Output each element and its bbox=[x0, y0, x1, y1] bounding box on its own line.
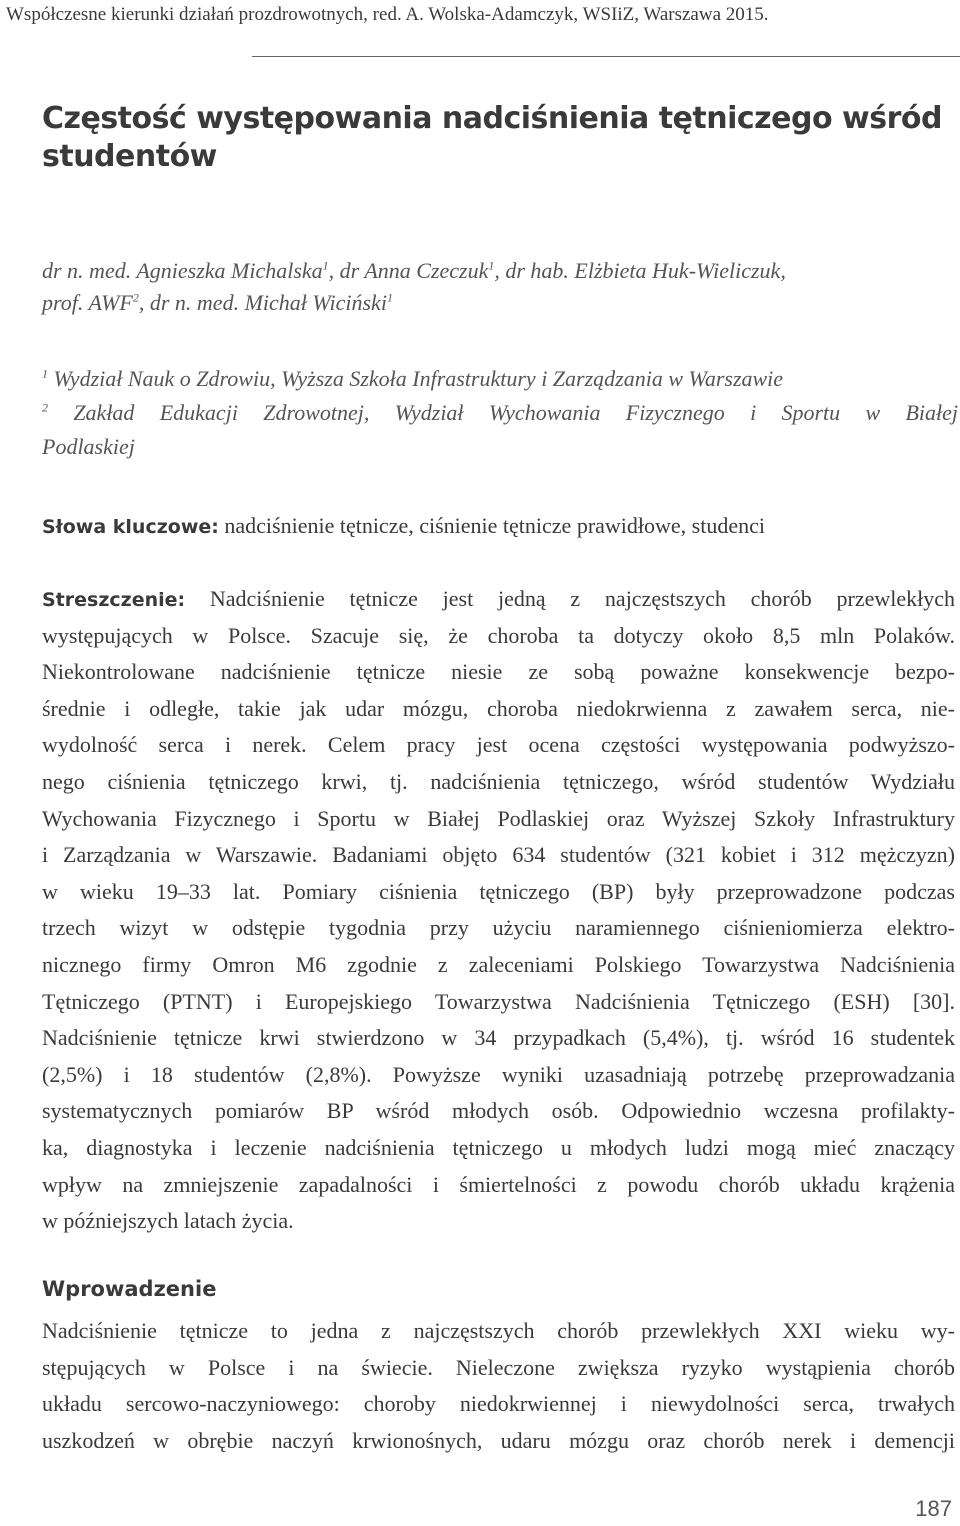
author-name: , dr hab. Elżbieta Huk-Wieliczuk, bbox=[494, 258, 786, 283]
keywords-label: Słowa kluczowe: bbox=[42, 516, 219, 538]
abstract-line bbox=[42, 581, 955, 618]
abstract-line: Tętniczego (PTNT) i Europejskiego Towarzystwa Nadciśnienia Tętniczego (ESH) [30]. bbox=[42, 988, 955, 1014]
author-name: dr n. med. Agnieszka Michalska bbox=[42, 258, 323, 283]
affiliation-2-continuation: Podlaskiej bbox=[42, 434, 135, 459]
abstract-line: ka, diagnostyka i leczenie nadciśnienia tętniczego u młodych ludzi mogą mieć znaczący bbox=[42, 1134, 955, 1160]
introduction-line: układu sercowo-naczyniowego: choroby niedokrwiennej i niewydolności serca, trwałych bbox=[42, 1391, 955, 1417]
keywords-text: nadciśnienie tętnicze, ciśnienie tętnicze prawidłowe, studenci bbox=[218, 513, 765, 538]
abstract-line: systematycznych pomiarów BP wśród młodych osób. Odpowiednio wczesna profilakty- bbox=[42, 1098, 955, 1124]
affiliation-marker: 1 bbox=[42, 366, 48, 381]
affiliation-text: Zakład Edukacji Zdrowotnej, Wydział Wychowania Fizycznego i Sportu w Białej bbox=[73, 400, 958, 425]
abstract-line: Niekontrolowane nadciśnienie tętnicze niesie ze sobą poważne konsekwencje bezpo- bbox=[42, 659, 955, 685]
author-affiliation-marker: 2 bbox=[132, 290, 139, 305]
introduction-heading: Wprowadzenie bbox=[42, 1277, 217, 1301]
affiliation-marker: 2 bbox=[42, 400, 48, 415]
abstract-line: Nadciśnienie tętnicze krwi stwierdzono w 34 przypadkach (5,4%), tj. wśród 16 studentek bbox=[42, 1025, 955, 1051]
affiliation-1 bbox=[42, 362, 958, 396]
page-number: 187 bbox=[915, 1496, 952, 1521]
introduction-body bbox=[42, 1313, 955, 1459]
affiliation-text: Wydział Nauk o Zdrowiu, Wyższa Szkoła Infrastruktury i Zarządzania w Warszawie bbox=[53, 366, 784, 391]
abstract-line: wydolność serca i nerek. Celem pracy jest ocena częstości występowania podwyższo- bbox=[42, 732, 955, 758]
introduction-line: uszkodzeń w obrębie naczyń krwionośnych, udaru mózgu oraz chorób nerek i demencji bbox=[42, 1427, 955, 1453]
running-header: Współczesne kierunki działań prozdrowotnych, red. A. Wolska-Adamczyk, WSIiZ, Warszawa 2015. bbox=[6, 4, 769, 25]
title-line: studentów bbox=[42, 139, 217, 174]
abstract-line: (2,5%) i 18 studentów (2,8%). Powyższe wyniki uzasadniają potrzebę przeprowadzania bbox=[42, 1061, 955, 1087]
abstract-line: nego ciśnienia tętniczego krwi, tj. nadciśnienia tętniczego, wśród studentów Wydziału bbox=[42, 768, 955, 794]
author-affiliation-marker: 1 bbox=[322, 258, 329, 273]
abstract bbox=[42, 581, 955, 1240]
abstract-line: wpływ na zmniejszenie zapadalności i śmiertelności z powodu chorób układu krążenia bbox=[42, 1171, 955, 1197]
introduction-line: stępujących w Polsce i na świecie. Nieleczone zwiększa ryzyko wystąpienia chorób bbox=[42, 1354, 955, 1380]
keywords bbox=[42, 509, 765, 544]
abstract-line: w późniejszych latach życia. bbox=[42, 1208, 294, 1234]
abstract-label: Streszczenie: bbox=[42, 589, 186, 611]
abstract-line: średnie i odległe, takie jak udar mózgu, choroba niedokrwienna z zawałem serca, nie- bbox=[42, 695, 955, 721]
abstract-line: występujących w Polsce. Szacuje się, że choroba ta dotyczy około 8,5 mln Polaków. bbox=[42, 622, 955, 648]
abstract-line: trzech wizyt w odstępie tygodnia przy użyciu naramiennego ciśnieniomierza elektro- bbox=[42, 915, 955, 941]
article-title bbox=[42, 100, 942, 176]
author-affiliation-marker: 1 bbox=[386, 290, 393, 305]
header-rule bbox=[252, 56, 960, 57]
author-name: prof. AWF bbox=[42, 290, 133, 315]
abstract-line: Wychowania Fizycznego i Sportu w Białej Podlaskiej oraz Wyższej Szkoły Infrastruktury bbox=[42, 805, 955, 831]
author-affiliation-marker: 1 bbox=[488, 258, 495, 273]
author-name: , dr Anna Czeczuk bbox=[328, 258, 489, 283]
abstract-text: Nadciśnienie tętnicze jest jedną z najczęstszych chorób przewlekłych bbox=[185, 586, 955, 611]
affiliation-2 bbox=[42, 396, 958, 430]
affiliations bbox=[42, 362, 958, 464]
introduction-line: Nadciśnienie tętnicze to jedna z najczęstszych chorób przewlekłych XXI wieku wy- bbox=[42, 1318, 955, 1343]
author-name: , dr n. med. Michał Wiciński bbox=[138, 290, 387, 315]
author-list bbox=[42, 255, 942, 319]
abstract-line: nicznego firmy Omron M6 zgodnie z zaleceniami Polskiego Towarzystwa Nadciśnienia bbox=[42, 951, 955, 977]
abstract-line: i Zarządzania w Warszawie. Badaniami objęto 634 studentów (321 kobiet i 312 mężczyzn) bbox=[42, 842, 955, 868]
title-line: Częstość występowania nadciśnienia tętniczego wśród bbox=[42, 101, 942, 136]
abstract-line: w wieku 19–33 lat. Pomiary ciśnienia tętniczego (BP) były przeprowadzone podczas bbox=[42, 878, 955, 904]
